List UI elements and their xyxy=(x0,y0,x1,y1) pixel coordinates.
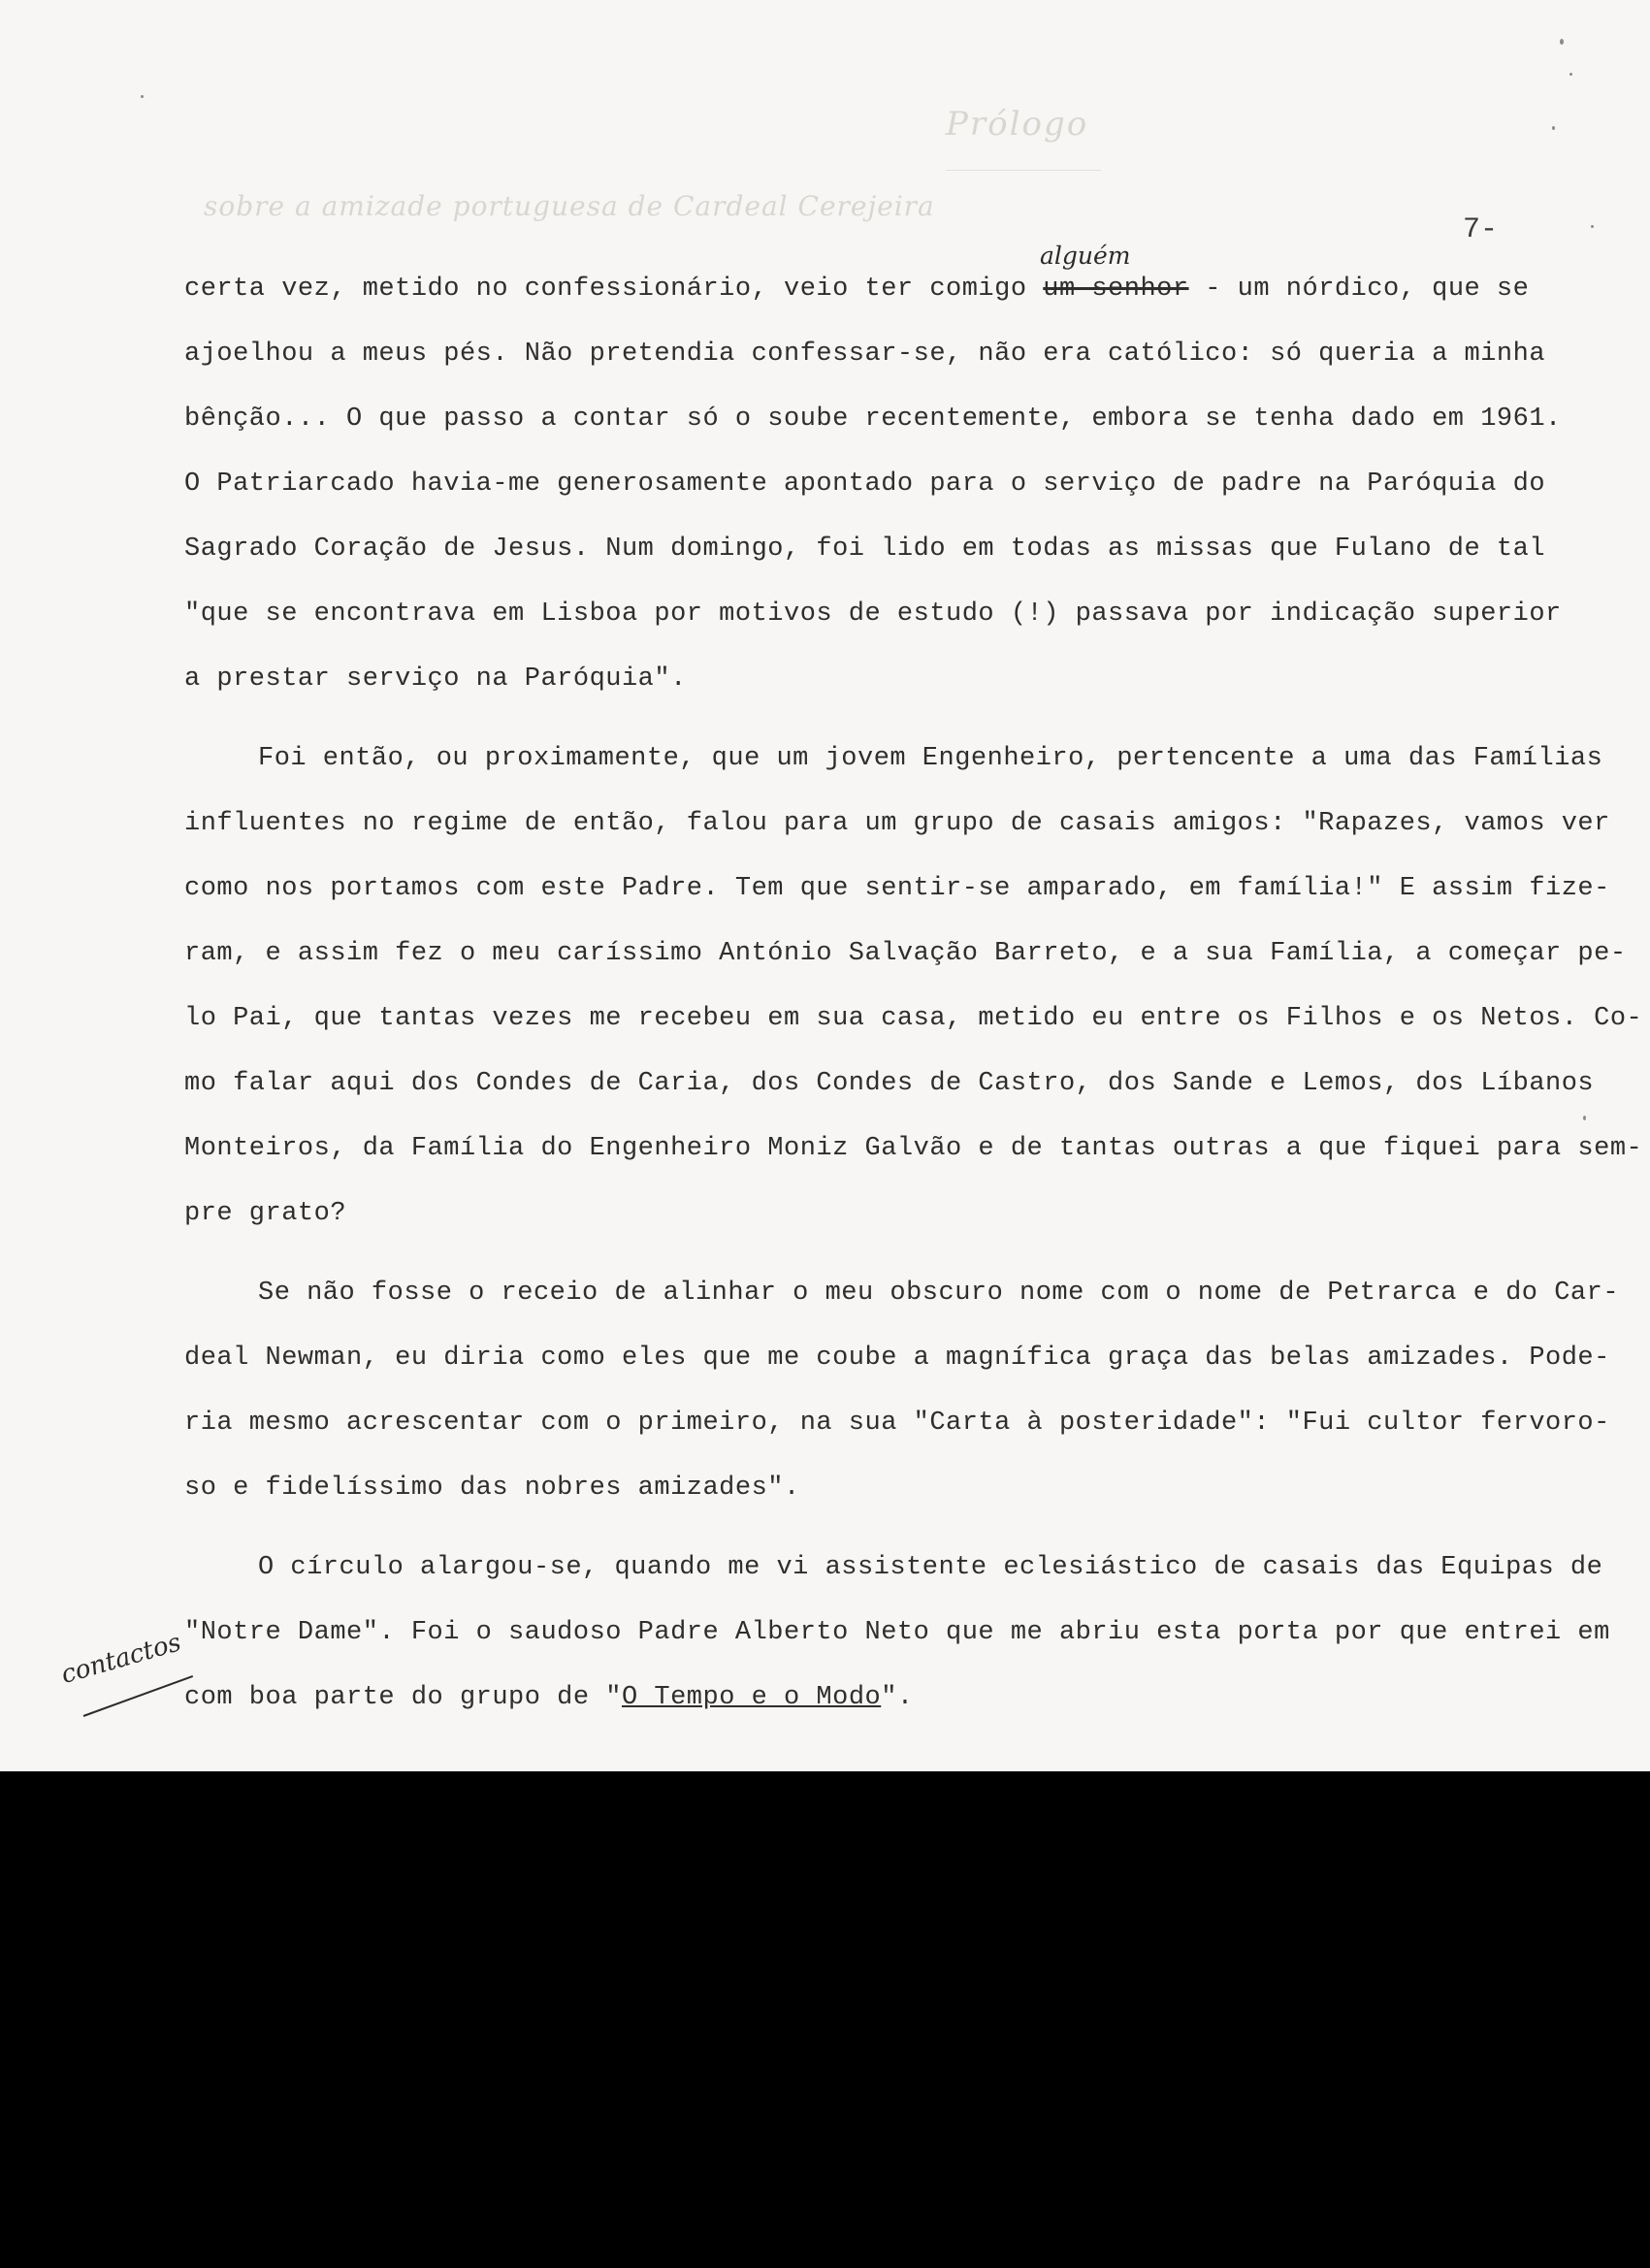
text-line xyxy=(184,275,1529,304)
faint-handwritten-subtitle: sobre a amizade portuguesa de Cardeal Cerejeira xyxy=(204,190,935,222)
paper-speck xyxy=(141,95,144,98)
text-line: deal Newman, eu diria como eles que me coube a magnífica graça das belas amizades. Pode- xyxy=(184,1344,1610,1373)
text-line: lo Pai, que tantas vezes me recebeu em sua casa, metido eu entre os Filhos e os Netos. Co- xyxy=(184,1004,1643,1033)
line-text: ". xyxy=(881,1683,914,1712)
text-line: "que se encontrava em Lisboa por motivos de estudo (!) passava por indicação superior xyxy=(184,599,1562,629)
text-line: como nos portamos com este Padre. Tem que sentir-se amparado, em família!" E assim fize- xyxy=(184,874,1610,903)
handwritten-margin-note-contactos: contactos xyxy=(57,1628,185,1690)
text-line: mo falar aqui dos Condes de Caria, dos Condes de Castro, dos Sande e Lemos, dos Líbanos xyxy=(184,1069,1595,1098)
line-text: - um nórdico, que se xyxy=(1188,275,1530,304)
text-line: so e fidelíssimo das nobres amizades". xyxy=(184,1474,800,1503)
text-line: ram, e assim fez o meu caríssimo António Salvação Barreto, e a sua Família, a começar pe- xyxy=(184,939,1627,968)
paper-speck xyxy=(1560,39,1564,45)
line-text: com boa parte do grupo de " xyxy=(184,1683,622,1712)
handwritten-correction-alguem: alguém xyxy=(1040,242,1131,270)
faint-title-rule xyxy=(946,170,1101,171)
handwritten-margin-stroke xyxy=(83,1675,193,1717)
struck-text: um senhor xyxy=(1043,275,1189,304)
text-line: Sagrado Coração de Jesus. Num domingo, foi lido em todas as missas que Fulano de tal xyxy=(184,535,1546,564)
text-line: O Patriarcado havia-me generosamente apontado para o serviço de padre na Paróquia do xyxy=(184,470,1546,499)
text-line: "Notre Dame". Foi o saudoso Padre Alberto Neto que me abriu esta porta por que entrei em xyxy=(184,1618,1610,1647)
page-number: 7- xyxy=(1463,213,1499,246)
paper-speck xyxy=(1552,126,1555,130)
text-line: Se não fosse o receio de alinhar o meu obscuro nome com o nome de Petrarca e do Car- xyxy=(258,1279,1620,1308)
paper-speck xyxy=(1583,1116,1586,1120)
text-line: Foi então, ou proximamente, que um jovem Engenheiro, pertencente a uma das Famílias xyxy=(258,744,1603,773)
text-line: ajoelhou a meus pés. Não pretendia confessar-se, não era católico: só queria a minha xyxy=(184,340,1546,369)
underlined-title: O Tempo e o Modo xyxy=(621,1683,882,1712)
paper-speck xyxy=(1569,73,1572,76)
text-line: O círculo alargou-se, quando me vi assistente eclesiástico de casais das Equipas de xyxy=(258,1553,1603,1582)
text-line: influentes no regime de então, falou para um grupo de casais amigos: "Rapazes, vamos ver xyxy=(184,809,1610,838)
text-line: Monteiros, da Família do Engenheiro Moniz Galvão e de tantas outras a que fiquei para sem- xyxy=(184,1134,1643,1163)
text-line: ria mesmo acrescentar com o primeiro, na sua "Carta à posteridade": "Fui cultor fervoro- xyxy=(184,1409,1610,1438)
faint-handwritten-title: Prólogo xyxy=(946,105,1089,144)
text-line: bênção... O que passo a contar só o soube recentemente, embora se tenha dado em 1961. xyxy=(184,405,1562,434)
text-line xyxy=(184,1683,914,1712)
text-line: a prestar serviço na Paróquia". xyxy=(184,664,687,694)
text-line: pre grato? xyxy=(184,1199,347,1228)
paper-speck xyxy=(1591,225,1594,228)
line-text: certa vez, metido no confessionário, veio ter comigo xyxy=(184,275,1044,304)
